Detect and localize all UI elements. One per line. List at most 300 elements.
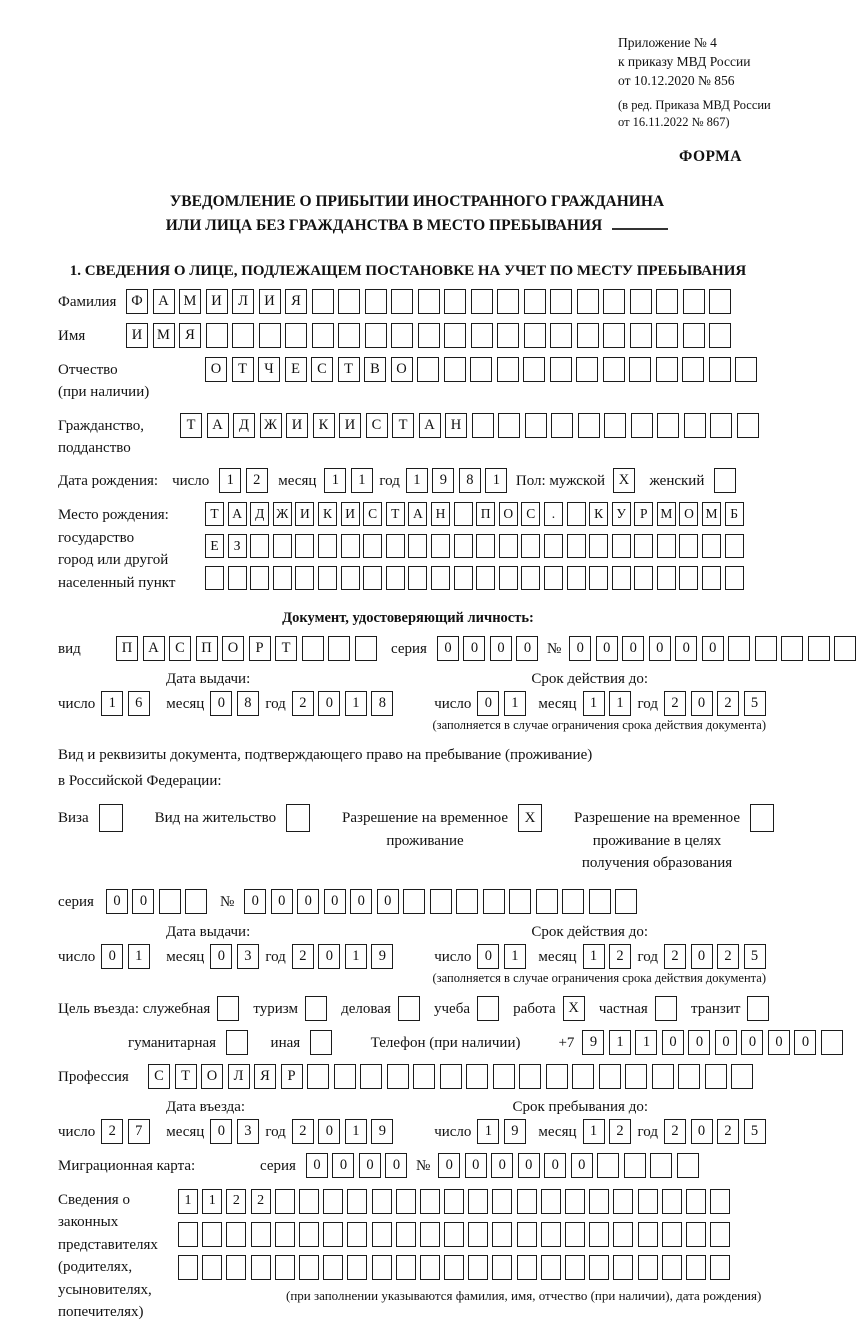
form-cell[interactable] (334, 1064, 356, 1089)
form-cell[interactable]: 2 (292, 944, 314, 969)
form-cell[interactable]: 0 (318, 944, 340, 969)
form-cell[interactable] (567, 534, 586, 558)
patronymic-input[interactable] (205, 357, 762, 382)
form-cell[interactable] (550, 289, 572, 314)
form-cell[interactable]: 0 (297, 889, 319, 914)
doc-type-input[interactable] (116, 636, 381, 661)
form-cell[interactable] (338, 323, 360, 348)
form-cell[interactable]: 2 (717, 1119, 739, 1144)
form-cell[interactable]: 1 (504, 691, 526, 716)
form-cell[interactable] (202, 1255, 222, 1280)
form-cell[interactable] (417, 357, 439, 382)
form-cell[interactable]: 2 (292, 1119, 314, 1144)
form-cell[interactable] (705, 1064, 727, 1089)
form-cell[interactable]: X (563, 996, 585, 1021)
form-cell[interactable] (250, 566, 269, 590)
form-cell[interactable] (524, 323, 546, 348)
form-cell[interactable] (589, 566, 608, 590)
form-cell[interactable] (683, 323, 705, 348)
form-cell[interactable]: 0 (210, 691, 232, 716)
birth-month-input[interactable] (324, 468, 377, 493)
form-cell[interactable] (612, 534, 631, 558)
form-cell[interactable]: Д (233, 413, 255, 438)
name-input[interactable] (126, 323, 736, 348)
form-cell[interactable] (275, 1255, 295, 1280)
form-cell[interactable] (615, 889, 637, 914)
form-cell[interactable] (312, 289, 334, 314)
form-cell[interactable] (655, 996, 677, 1021)
form-cell[interactable]: 0 (324, 889, 346, 914)
form-cell[interactable] (686, 1189, 706, 1214)
form-cell[interactable] (589, 534, 608, 558)
form-cell[interactable]: Т (338, 357, 360, 382)
form-cell[interactable] (604, 413, 626, 438)
form-cell[interactable]: 0 (132, 889, 154, 914)
form-cell[interactable]: 0 (571, 1153, 593, 1178)
form-cell[interactable]: X (518, 804, 542, 832)
birth-year-input[interactable] (406, 468, 512, 493)
form-cell[interactable] (444, 1255, 464, 1280)
form-cell[interactable] (565, 1255, 585, 1280)
form-cell[interactable]: Т (180, 413, 202, 438)
form-cell[interactable]: 8 (459, 468, 481, 493)
stay-day-input[interactable] (477, 1119, 530, 1144)
doc-issue-month-input[interactable] (210, 691, 263, 716)
form-cell[interactable] (589, 1189, 609, 1214)
form-cell[interactable]: 2 (717, 944, 739, 969)
form-cell[interactable]: 0 (596, 636, 618, 661)
form-cell[interactable]: М (153, 323, 175, 348)
form-cell[interactable]: 0 (385, 1153, 407, 1178)
form-cell[interactable]: Л (232, 289, 254, 314)
doc-issue-day-input[interactable] (101, 691, 154, 716)
form-cell[interactable] (657, 534, 676, 558)
form-cell[interactable]: 1 (219, 468, 241, 493)
form-cell[interactable]: К (318, 502, 337, 526)
doc-valid-day-input[interactable] (477, 691, 530, 716)
form-cell[interactable]: Б (725, 502, 744, 526)
representatives-row3-input[interactable] (178, 1255, 761, 1280)
form-cell[interactable] (625, 1064, 647, 1089)
entry-month-input[interactable] (210, 1119, 263, 1144)
form-cell[interactable]: И (259, 289, 281, 314)
form-cell[interactable] (541, 1255, 561, 1280)
permit-issue-year-input[interactable] (292, 944, 398, 969)
form-cell[interactable]: 3 (237, 944, 259, 969)
form-cell[interactable]: О (499, 502, 518, 526)
form-cell[interactable]: И (206, 289, 228, 314)
form-cell[interactable] (185, 889, 207, 914)
form-cell[interactable] (603, 323, 625, 348)
form-cell[interactable]: 0 (318, 1119, 340, 1144)
form-cell[interactable] (391, 323, 413, 348)
form-cell[interactable]: 0 (622, 636, 644, 661)
sex-female-checkbox[interactable] (714, 468, 741, 493)
form-cell[interactable] (99, 804, 123, 832)
form-cell[interactable]: О (205, 357, 227, 382)
form-cell[interactable] (363, 534, 382, 558)
form-cell[interactable] (546, 1064, 568, 1089)
form-cell[interactable] (413, 1064, 435, 1089)
form-cell[interactable]: Ж (273, 502, 292, 526)
form-cell[interactable]: С (311, 357, 333, 382)
form-cell[interactable] (273, 534, 292, 558)
form-cell[interactable]: 1 (583, 944, 605, 969)
form-cell[interactable] (444, 1222, 464, 1247)
form-cell[interactable] (251, 1222, 271, 1247)
form-cell[interactable] (710, 1189, 730, 1214)
form-cell[interactable] (686, 1222, 706, 1247)
doc-valid-year-input[interactable] (664, 691, 770, 716)
sex-male-checkbox[interactable] (613, 468, 640, 493)
form-cell[interactable]: 2 (609, 944, 631, 969)
form-cell[interactable]: 1 (178, 1189, 198, 1214)
form-cell[interactable]: X (613, 468, 635, 493)
form-cell[interactable] (603, 289, 625, 314)
form-cell[interactable]: 0 (741, 1030, 763, 1055)
form-cell[interactable]: 2 (664, 944, 686, 969)
form-cell[interactable]: Я (285, 289, 307, 314)
form-cell[interactable] (572, 1064, 594, 1089)
birth-day-input[interactable] (219, 468, 272, 493)
form-cell[interactable] (431, 534, 450, 558)
form-cell[interactable] (307, 1064, 329, 1089)
form-cell[interactable]: Р (249, 636, 271, 661)
form-cell[interactable] (468, 1222, 488, 1247)
form-cell[interactable] (299, 1255, 319, 1280)
form-cell[interactable] (396, 1255, 416, 1280)
purpose-business-checkbox[interactable] (398, 996, 425, 1021)
form-cell[interactable]: 0 (437, 636, 459, 661)
form-cell[interactable]: 2 (226, 1189, 246, 1214)
form-cell[interactable] (454, 534, 473, 558)
form-cell[interactable]: 1 (351, 468, 373, 493)
form-cell[interactable]: 1 (583, 1119, 605, 1144)
form-cell[interactable] (631, 413, 653, 438)
form-cell[interactable]: 0 (794, 1030, 816, 1055)
form-cell[interactable] (728, 636, 750, 661)
form-cell[interactable] (550, 323, 572, 348)
purpose-private-checkbox[interactable] (655, 996, 682, 1021)
form-cell[interactable]: 6 (128, 691, 150, 716)
form-cell[interactable] (656, 357, 678, 382)
form-cell[interactable] (686, 1255, 706, 1280)
form-cell[interactable]: 9 (371, 1119, 393, 1144)
form-cell[interactable]: 0 (569, 636, 591, 661)
form-cell[interactable] (525, 413, 547, 438)
form-cell[interactable] (517, 1189, 537, 1214)
form-cell[interactable] (310, 1030, 332, 1055)
doc-number-input[interactable] (569, 636, 861, 661)
form-cell[interactable] (565, 1189, 585, 1214)
form-cell[interactable]: 0 (377, 889, 399, 914)
form-cell[interactable]: К (589, 502, 608, 526)
purpose-other-checkbox[interactable] (310, 1030, 337, 1055)
purpose-official-checkbox[interactable] (217, 996, 244, 1021)
form-cell[interactable]: 0 (271, 889, 293, 914)
form-cell[interactable] (365, 289, 387, 314)
form-cell[interactable]: А (143, 636, 165, 661)
form-cell[interactable] (599, 1064, 621, 1089)
form-cell[interactable] (418, 323, 440, 348)
permit-issue-month-input[interactable] (210, 944, 263, 969)
form-cell[interactable]: 1 (324, 468, 346, 493)
form-cell[interactable]: 5 (744, 1119, 766, 1144)
form-cell[interactable] (577, 289, 599, 314)
form-cell[interactable]: 0 (244, 889, 266, 914)
form-cell[interactable] (355, 636, 377, 661)
form-cell[interactable]: Ж (260, 413, 282, 438)
form-cell[interactable] (444, 357, 466, 382)
form-cell[interactable] (656, 323, 678, 348)
form-cell[interactable]: 1 (477, 1119, 499, 1144)
form-cell[interactable] (517, 1255, 537, 1280)
form-cell[interactable] (232, 323, 254, 348)
purpose-humanitarian-checkbox[interactable] (226, 1030, 253, 1055)
form-cell[interactable]: 1 (485, 468, 507, 493)
stay-month-input[interactable] (583, 1119, 636, 1144)
form-cell[interactable]: 0 (210, 944, 232, 969)
form-cell[interactable]: П (476, 502, 495, 526)
form-cell[interactable] (365, 323, 387, 348)
form-cell[interactable]: 8 (371, 691, 393, 716)
citizenship-input[interactable] (180, 413, 763, 438)
form-cell[interactable] (476, 534, 495, 558)
form-cell[interactable] (347, 1255, 367, 1280)
form-cell[interactable] (468, 1255, 488, 1280)
form-cell[interactable]: 9 (371, 944, 393, 969)
form-cell[interactable] (492, 1222, 512, 1247)
form-cell[interactable] (476, 566, 495, 590)
form-cell[interactable] (444, 1189, 464, 1214)
form-cell[interactable] (567, 502, 586, 526)
form-cell[interactable]: Т (386, 502, 405, 526)
form-cell[interactable] (567, 566, 586, 590)
form-cell[interactable] (656, 289, 678, 314)
form-cell[interactable] (483, 889, 505, 914)
form-cell[interactable] (750, 804, 774, 832)
permit-valid-month-input[interactable] (583, 944, 636, 969)
form-cell[interactable] (387, 1064, 409, 1089)
form-cell[interactable] (709, 289, 731, 314)
form-cell[interactable] (318, 534, 337, 558)
form-cell[interactable]: М (702, 502, 721, 526)
form-cell[interactable] (536, 889, 558, 914)
form-cell[interactable] (613, 1222, 633, 1247)
form-cell[interactable] (497, 323, 519, 348)
form-cell[interactable] (403, 889, 425, 914)
form-cell[interactable] (638, 1255, 658, 1280)
form-cell[interactable] (524, 289, 546, 314)
form-cell[interactable]: 0 (518, 1153, 540, 1178)
form-cell[interactable] (624, 1153, 646, 1178)
form-cell[interactable]: И (286, 413, 308, 438)
form-cell[interactable] (299, 1222, 319, 1247)
form-cell[interactable] (468, 1189, 488, 1214)
form-cell[interactable]: 0 (688, 1030, 710, 1055)
form-cell[interactable] (684, 413, 706, 438)
form-cell[interactable]: Я (254, 1064, 276, 1089)
form-cell[interactable]: 0 (359, 1153, 381, 1178)
form-cell[interactable] (492, 1255, 512, 1280)
form-cell[interactable] (521, 566, 540, 590)
form-cell[interactable]: Е (205, 534, 224, 558)
form-cell[interactable] (444, 289, 466, 314)
form-cell[interactable] (295, 566, 314, 590)
form-cell[interactable]: 0 (477, 691, 499, 716)
surname-input[interactable] (126, 289, 736, 314)
form-cell[interactable] (638, 1222, 658, 1247)
form-cell[interactable]: О (679, 502, 698, 526)
form-cell[interactable]: 0 (662, 1030, 684, 1055)
form-cell[interactable] (710, 413, 732, 438)
form-cell[interactable]: 1 (609, 691, 631, 716)
form-cell[interactable]: А (207, 413, 229, 438)
form-cell[interactable] (808, 636, 830, 661)
form-cell[interactable]: 3 (237, 1119, 259, 1144)
form-cell[interactable]: К (313, 413, 335, 438)
form-cell[interactable] (725, 534, 744, 558)
form-cell[interactable] (341, 566, 360, 590)
form-cell[interactable] (341, 534, 360, 558)
form-cell[interactable] (541, 1189, 561, 1214)
form-cell[interactable] (521, 534, 540, 558)
form-cell[interactable] (498, 413, 520, 438)
form-cell[interactable] (683, 289, 705, 314)
doc-series-input[interactable] (437, 636, 543, 661)
purpose-tourism-checkbox[interactable] (305, 996, 332, 1021)
form-cell[interactable] (226, 1030, 248, 1055)
form-cell[interactable] (702, 566, 721, 590)
form-cell[interactable] (735, 357, 757, 382)
birthplace-row1-input[interactable] (205, 502, 747, 526)
form-cell[interactable]: П (196, 636, 218, 661)
form-cell[interactable]: 0 (715, 1030, 737, 1055)
form-cell[interactable] (577, 323, 599, 348)
form-cell[interactable] (702, 534, 721, 558)
form-cell[interactable]: 2 (251, 1189, 271, 1214)
form-cell[interactable] (363, 566, 382, 590)
form-cell[interactable] (523, 357, 545, 382)
form-cell[interactable] (454, 566, 473, 590)
form-cell[interactable]: 9 (582, 1030, 604, 1055)
form-cell[interactable] (420, 1255, 440, 1280)
form-cell[interactable] (709, 323, 731, 348)
form-cell[interactable] (834, 636, 856, 661)
form-cell[interactable]: 2 (664, 691, 686, 716)
form-cell[interactable] (821, 1030, 843, 1055)
form-cell[interactable]: Т (275, 636, 297, 661)
form-cell[interactable] (323, 1189, 343, 1214)
form-cell[interactable] (372, 1255, 392, 1280)
form-cell[interactable]: М (657, 502, 676, 526)
form-cell[interactable] (509, 889, 531, 914)
permit-issue-day-input[interactable] (101, 944, 154, 969)
form-cell[interactable] (737, 413, 759, 438)
form-cell[interactable] (597, 1153, 619, 1178)
doc-issue-year-input[interactable] (292, 691, 398, 716)
form-cell[interactable]: 0 (350, 889, 372, 914)
form-cell[interactable] (477, 996, 499, 1021)
form-cell[interactable]: С (148, 1064, 170, 1089)
form-cell[interactable] (589, 889, 611, 914)
form-cell[interactable] (613, 1189, 633, 1214)
form-cell[interactable] (472, 413, 494, 438)
form-cell[interactable]: 0 (649, 636, 671, 661)
form-cell[interactable] (285, 323, 307, 348)
form-cell[interactable]: 9 (432, 468, 454, 493)
form-cell[interactable]: 0 (306, 1153, 328, 1178)
form-cell[interactable] (444, 323, 466, 348)
form-cell[interactable]: 1 (345, 691, 367, 716)
form-cell[interactable]: 1 (345, 1119, 367, 1144)
form-cell[interactable]: Е (285, 357, 307, 382)
form-cell[interactable]: М (179, 289, 201, 314)
purpose-work-checkbox[interactable] (563, 996, 590, 1021)
form-cell[interactable] (662, 1189, 682, 1214)
form-cell[interactable]: А (419, 413, 441, 438)
form-cell[interactable]: 1 (406, 468, 428, 493)
form-cell[interactable]: Т (392, 413, 414, 438)
form-cell[interactable] (634, 534, 653, 558)
permit-valid-day-input[interactable] (477, 944, 530, 969)
form-cell[interactable]: 0 (477, 944, 499, 969)
form-cell[interactable] (517, 1222, 537, 1247)
form-cell[interactable] (544, 534, 563, 558)
residence-permit-checkbox[interactable] (286, 804, 310, 832)
form-cell[interactable] (603, 357, 625, 382)
form-cell[interactable] (550, 357, 572, 382)
form-cell[interactable]: 2 (292, 691, 314, 716)
form-cell[interactable] (679, 566, 698, 590)
form-cell[interactable]: Д (250, 502, 269, 526)
form-cell[interactable] (471, 323, 493, 348)
form-cell[interactable]: С (169, 636, 191, 661)
form-cell[interactable]: А (228, 502, 247, 526)
form-cell[interactable]: А (408, 502, 427, 526)
form-cell[interactable]: 0 (675, 636, 697, 661)
form-cell[interactable]: 2 (717, 691, 739, 716)
form-cell[interactable] (492, 1189, 512, 1214)
form-cell[interactable]: 1 (345, 944, 367, 969)
form-cell[interactable]: 1 (583, 691, 605, 716)
form-cell[interactable] (456, 889, 478, 914)
form-cell[interactable] (323, 1255, 343, 1280)
form-cell[interactable] (328, 636, 350, 661)
form-cell[interactable] (466, 1064, 488, 1089)
form-cell[interactable] (629, 357, 651, 382)
form-cell[interactable]: Н (445, 413, 467, 438)
form-cell[interactable] (613, 1255, 633, 1280)
form-cell[interactable] (396, 1222, 416, 1247)
form-cell[interactable] (202, 1222, 222, 1247)
form-cell[interactable]: 0 (438, 1153, 460, 1178)
form-cell[interactable] (372, 1222, 392, 1247)
form-cell[interactable] (544, 566, 563, 590)
form-cell[interactable]: А (153, 289, 175, 314)
form-cell[interactable] (725, 566, 744, 590)
form-cell[interactable] (589, 1222, 609, 1247)
form-cell[interactable]: 1 (202, 1189, 222, 1214)
form-cell[interactable]: 2 (101, 1119, 123, 1144)
form-cell[interactable] (499, 566, 518, 590)
form-cell[interactable] (499, 534, 518, 558)
form-cell[interactable] (275, 1222, 295, 1247)
form-cell[interactable] (360, 1064, 382, 1089)
form-cell[interactable]: О (391, 357, 413, 382)
form-cell[interactable] (657, 413, 679, 438)
form-cell[interactable] (259, 323, 281, 348)
